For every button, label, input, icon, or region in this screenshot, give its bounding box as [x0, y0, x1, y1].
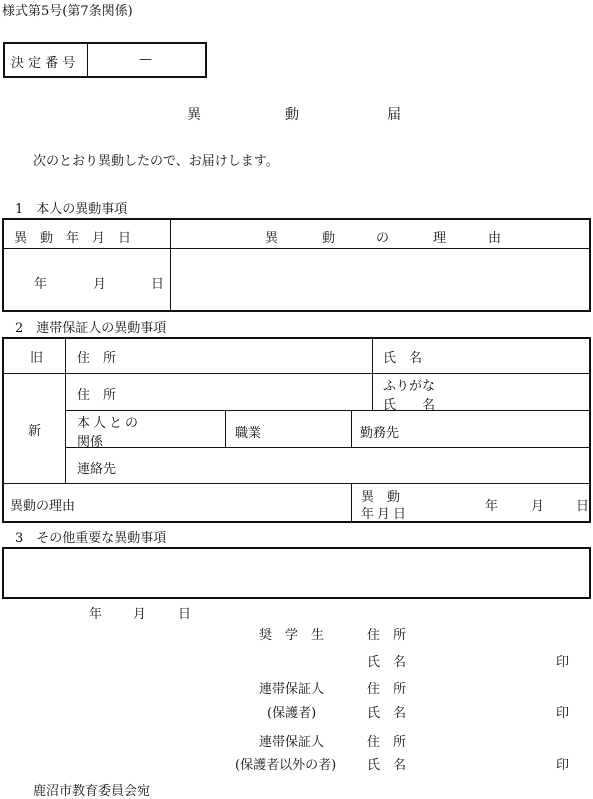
sign-date-month: 月	[133, 607, 147, 622]
section1-col-reason-4: 理	[433, 231, 447, 246]
sig-field-5: 氏 名	[367, 758, 407, 773]
form-number: 様式第5号(第7条関係)	[2, 4, 133, 19]
section1-date-day: 日	[151, 277, 165, 292]
furigana-label: ふりがな	[383, 379, 436, 394]
new-address-label: 住 所	[77, 388, 117, 403]
contact-label: 連絡先	[77, 462, 117, 477]
sig-field-2: 住 所	[367, 682, 407, 697]
sig-seal-5: 印	[556, 758, 570, 773]
decision-number-box	[3, 42, 207, 78]
sig-role-3: (保護者)	[267, 706, 317, 721]
section2-table	[2, 337, 591, 523]
doc-title-char-1: 異	[187, 107, 201, 123]
change-date-month: 月	[531, 499, 545, 514]
old-label: 旧	[30, 351, 44, 366]
section3-heading: 3 その他重要な異動事項	[15, 531, 167, 546]
occupation-label: 職業	[235, 426, 262, 441]
sig-seal-3: 印	[556, 706, 570, 721]
sig-seal-1: 印	[556, 655, 570, 670]
section3-box	[2, 547, 591, 599]
sig-role-4: 連帯保証人	[259, 735, 325, 750]
sig-field-0: 住 所	[367, 628, 407, 643]
old-address-label: 住 所	[77, 351, 117, 366]
new-name-label: 氏 名	[383, 398, 436, 413]
sign-date-year: 年	[89, 607, 103, 622]
sig-role-0: 奨 学 生	[259, 628, 325, 643]
relation-label-line1: 本人との	[77, 416, 142, 431]
section1-table	[2, 218, 591, 312]
change-date-label-line2: 年月日	[361, 507, 410, 522]
decision-number-value: —	[139, 52, 152, 67]
old-name-label: 氏 名	[383, 351, 423, 366]
change-reason-label: 異動の理由	[10, 499, 76, 514]
section1-col-date: 異 動 年 月 日	[14, 231, 132, 246]
section1-col-reason-5: 由	[488, 231, 502, 246]
sig-role-5: (保護者以外の者)	[235, 758, 337, 773]
sig-role-2: 連帯保証人	[259, 682, 325, 697]
sig-field-3: 氏 名	[367, 706, 407, 721]
section1-date-year: 年	[34, 277, 48, 292]
section1-date-month: 月	[93, 277, 107, 292]
doc-title-char-2: 動	[285, 107, 299, 123]
section1-col-reason-1: 異	[265, 231, 279, 246]
addressee: 鹿沼市教育委員会宛	[33, 784, 151, 799]
change-date-year: 年	[485, 499, 499, 514]
workplace-label: 勤務先	[360, 426, 400, 441]
section1-col-reason-3: の	[376, 231, 390, 246]
section1-heading: 1 本人の異動事項	[15, 202, 128, 217]
sign-date-day: 日	[178, 607, 192, 622]
sig-field-1: 氏 名	[367, 655, 407, 670]
section2-heading: 2 連帯保証人の異動事項	[15, 321, 167, 336]
new-label: 新	[28, 424, 42, 439]
intro-text: 次のとおり異動したので、お届けします。	[33, 154, 279, 169]
doc-title-char-3: 届	[387, 107, 401, 123]
decision-number-label: 決 定 番 号	[11, 56, 76, 71]
relation-label-line2: 関係	[77, 435, 104, 450]
sig-field-4: 住 所	[367, 735, 407, 750]
change-date-label-line1: 異 動	[361, 490, 401, 505]
change-date-day: 日	[576, 499, 590, 514]
section1-col-reason-2: 動	[322, 231, 336, 246]
